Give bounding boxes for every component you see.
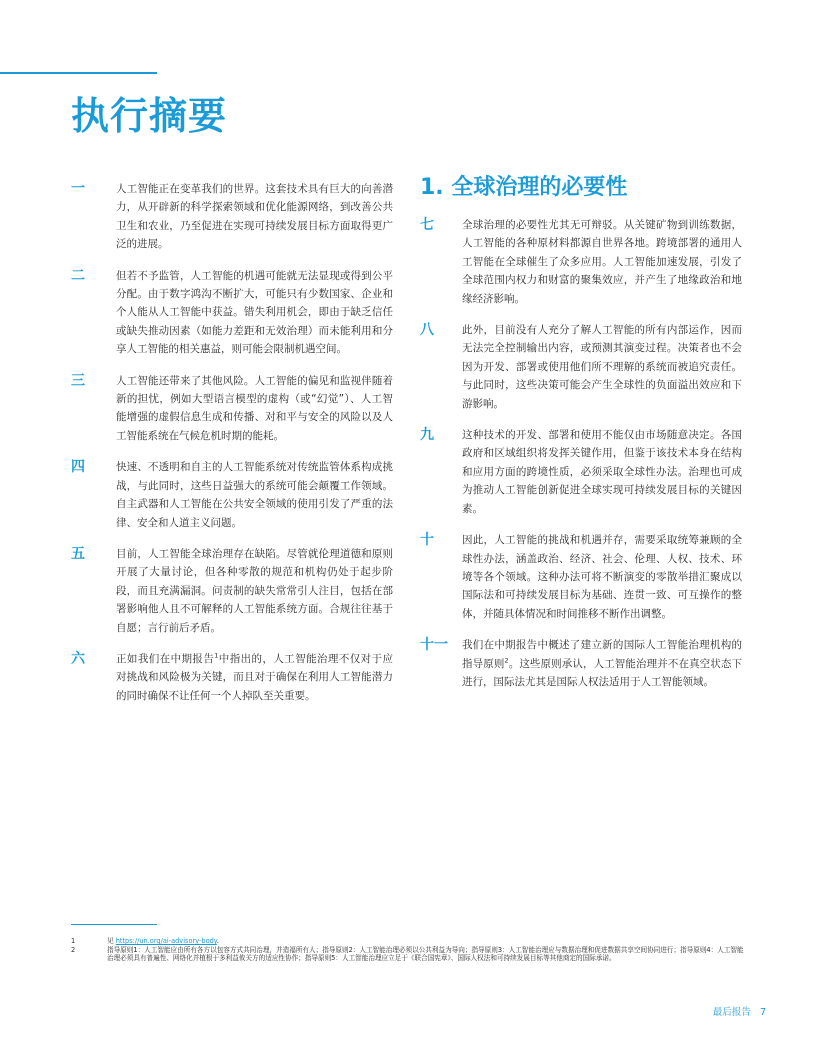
page-title: 执行摘要 [71, 94, 228, 138]
paragraph-11 [420, 636, 742, 691]
footnote-suffix: . [216, 937, 219, 945]
page-footer [713, 1004, 766, 1018]
paragraph-number: 六 [71, 650, 85, 667]
paragraph-6 [71, 650, 393, 705]
paragraph-text: 全球治理的必要性尤其无可辩驳。从关键矿物到训练数据，人工智能的各种原材料都源自世界各地。跨境部署的通用人工智能在全球催生了众多应用。人工智能加速发展，引发了全球范围内权力和财富的聚集效应，并产生了地缘政治和地缘经济影响。 [462, 219, 742, 305]
footnote-rule [71, 924, 157, 925]
paragraph-number: 八 [420, 322, 434, 339]
text-before-footnote: 正如我们在中期报告 [116, 652, 215, 665]
paragraph-2 [71, 267, 393, 359]
text-after-footnote: 。这些原则承认，人工智能治理并不在真空状态下进行，国际法尤其是国际人权法适用于人工智能领域。 [462, 657, 743, 688]
page-number: 7 [759, 1007, 766, 1018]
footnote-text [107, 937, 747, 946]
footnote-1 [71, 937, 747, 946]
paragraph-1 [71, 180, 393, 254]
paragraph-text: 此外，目前没有人充分了解人工智能的所有内部运作，因而无法完全控制输出内容，或预测其演变过程。决策者也不会因为开发、部署或使用他们所不理解的系统而被追究责任。与此同时，这些决策可能会产生全球性的负面溢出效应和下游影响。 [462, 324, 742, 410]
paragraph-number: 三 [71, 372, 85, 389]
text-after-footnote: 中指出的，人工智能治理不仅对于应对挑战和风险极为关键，而且对于确保在利用人工智能潜力的同时确保不让任何一个人掉队至关重要。 [116, 652, 394, 702]
paragraph-number: 九 [420, 427, 434, 444]
paragraph-4 [71, 458, 393, 532]
paragraph-number: 五 [71, 545, 85, 562]
paragraph-number: 二 [71, 267, 85, 284]
paragraph-number: 十一 [420, 637, 448, 654]
footnote-ref-2[interactable]: 2 [504, 656, 509, 665]
paragraph-text: 但若不予监管，人工智能的机遇可能就无法显现或得到公平分配。由于数字鸿沟不断扩大，可能只有少数国家、企业和个人能从人工智能中获益。错失利用机会，即由于缺乏信任或缺失推动因素（如能力差距和无效治理）而未能利用和分享人工智能的相关惠益，则可能会限制机遇空间。 [116, 269, 393, 356]
paragraph-3 [71, 372, 393, 446]
paragraph-8 [420, 321, 742, 413]
footnote-text: 指导原则1：人工智能应由所有各方以包容方式共同治理，并造福所有人；指导原则2：人工智能治理必须以公共利益为导向；指导原则3：人工智能治理应与数据治理和促进数据共享空间协同进行；指导原则4：人工智能治理必须具有普遍性、网络化并植根于多利益攸关方的适应性协作；指导原则5：人工智能治理应立足于《联合国宪章》、国际人权法和可持续发展目标等其他商定的国际承诺。 [107, 945, 744, 963]
right-column [420, 172, 742, 704]
footnote-prefix: 见 [107, 937, 116, 945]
paragraph-number: 七 [420, 217, 434, 233]
left-column [71, 180, 393, 718]
paragraph-text: 因此，人工智能的挑战和机遇并存，需要采取统筹兼顾的全球性办法，涵盖政治、经济、社会、伦理、人权、技术、环境等各个领域。这种办法可将不断演变的零散举措汇聚成以国际法和可持续发展目标为基础、连贯一致、可互操作的整体，并随具体情况和时间推移不断作出调整。 [462, 534, 742, 620]
paragraph-text [462, 636, 742, 691]
paragraph-text: 快速、不透明和自主的人工智能系统对传统监管体系构成挑战，与此同时，这些日益强大的系统可能会颠覆工作领域。自主武器和人工智能在公共安全领域的使用引发了严重的法律、安全和人道主义问题。 [116, 461, 393, 529]
paragraph-number: 十 [420, 532, 434, 549]
footnote-ref-1[interactable]: 1 [214, 651, 219, 660]
paragraph-number: 四 [71, 459, 85, 476]
paragraph-5 [71, 545, 393, 637]
paragraph-text: 人工智能正在变革我们的世界。这套技术具有巨大的向善潜力，从开辟新的科学探索领域和优化能源网络，到改善公共卫生和农业，乃至促进在实现可持续发展目标方面取得更广泛的进展。 [116, 183, 393, 251]
paragraph-9 [420, 426, 742, 518]
paragraph-7 [420, 216, 742, 308]
footnotes [71, 937, 747, 963]
paragraph-number: 一 [71, 181, 85, 197]
text-before-footnote: 我们在中期报告中概述了建立新的国际人工智能治理机构的指导原则 [462, 639, 742, 670]
footnote-link[interactable]: https://un.org/ai-advisory-body [115, 937, 217, 945]
paragraph-text: 人工智能还带来了其他风险。人工智能的偏见和监视伴随着新的担忧，例如大型语言模型的虚构（或“幻觉”）、人工智能增强的虚假信息生成和传播、对和平与安全的风险以及人工智能系统在气候危机时期的能耗。 [116, 374, 393, 442]
footer-label: 最后报告 [712, 1007, 751, 1018]
footnote-number: 2 [71, 945, 76, 954]
paragraph-text [116, 650, 393, 705]
paragraph-text: 目前，人工智能全球治理存在缺陷。尽管就伦理道德和原则开展了大量讨论，但各种零散的规范和机构仍处于起步阶段，而且充满漏洞。问责制的缺失常常引人注目，包括在部署影响他人且不可解释的人工智能系统方面。合规往往基于自愿；言行前后矛盾。 [116, 547, 393, 634]
footnote-2 [71, 946, 747, 963]
section-heading: 1. 全球治理的必要性 [420, 175, 628, 200]
paragraph-10 [420, 531, 742, 623]
paragraph-text: 这种技术的开发、部署和使用不能仅由市场随意决定。各国政府和区域组织将发挥关键作用，但鉴于该技术本身在结构和应用方面的跨境性质，必须采取全球性办法。治理也可成为推动人工智能创新促进全球实现可持续发展目标的关键因素。 [462, 429, 742, 515]
footnote-number: 1 [71, 937, 76, 945]
top-accent-rule [0, 72, 157, 74]
